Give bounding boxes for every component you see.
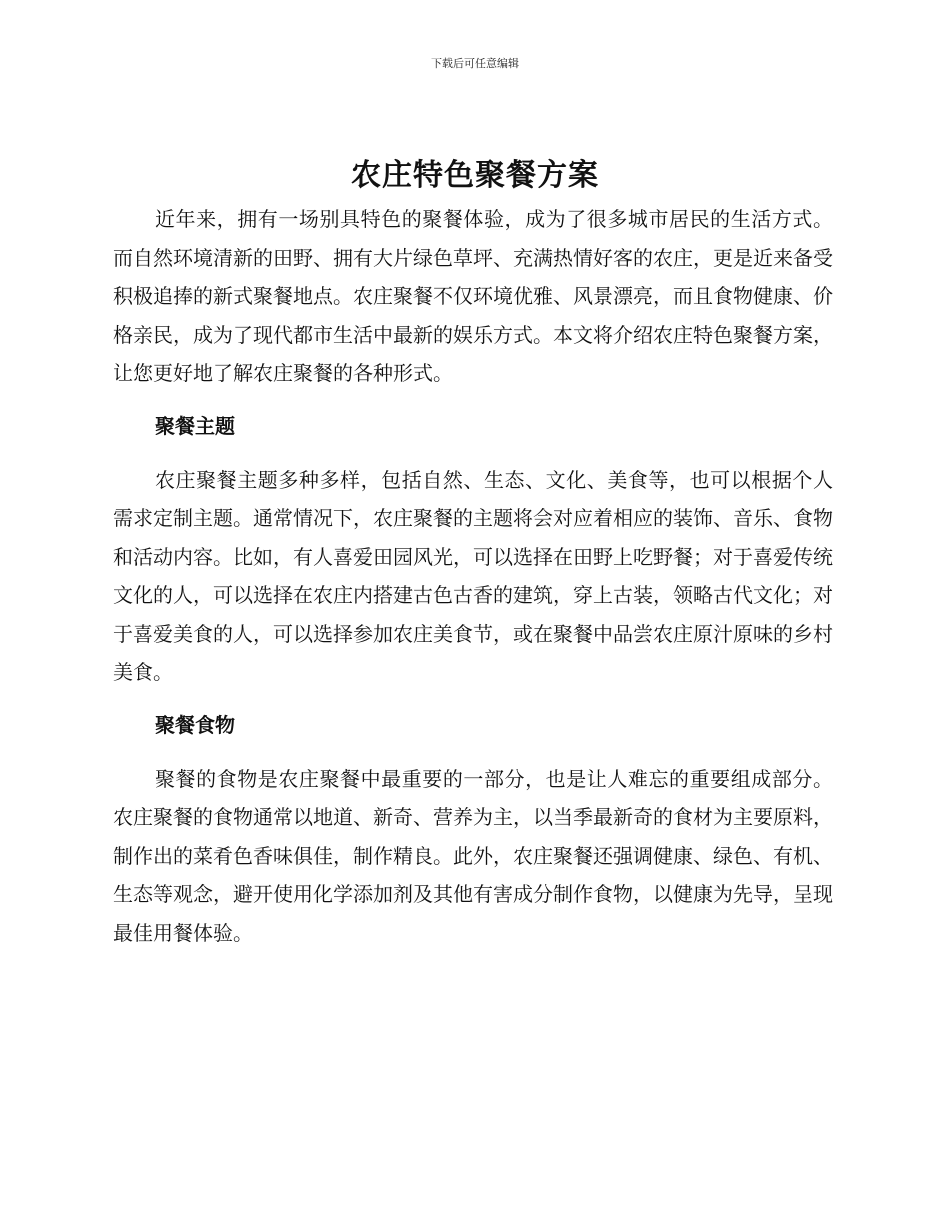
section-heading-food: 聚餐食物	[155, 712, 235, 737]
intro-paragraph: 近年来，拥有一场别具特色的聚餐体验，成为了很多城市居民的生活方式。而自然环境清新的田野、拥有大片绿色草坪、充满热情好客的农庄，更是近来备受积极追捧的新式聚餐地点。农庄聚餐不仅环境优雅、风景漂亮，而且食物健康、价格亲民，成为了现代都市生活中最新的娱乐方式。本文将介绍农庄特色聚餐方案，让您更好地了解农庄聚餐的各种形式。	[113, 207, 833, 385]
document-title: 农庄特色聚餐方案	[351, 158, 599, 193]
section-paragraph-food: 聚餐的食物是农庄聚餐中最重要的一部分，也是让人难忘的重要组成部分。农庄聚餐的食物通常以地道、新奇、营养为主，以当季最新奇的食材为主要原料，制作出的菜肴色香味俱佳，制作精良。此外，农庄聚餐还强调健康、绿色、有机、生态等观念，避开使用化学添加剂及其他有害成分制作食物，以健康为先导，呈现最佳用餐体验。	[113, 766, 833, 945]
section-heading-theme: 聚餐主题	[155, 413, 235, 438]
page-header-note: 下载后可任意编辑	[431, 57, 519, 70]
document-body	[113, 200, 833, 952]
section-paragraph-theme: 农庄聚餐主题多种多样，包括自然、生态、文化、美食等，也可以根据个人需求定制主题。通常情况下，农庄聚餐的主题将会对应着相应的装饰、音乐、食物和活动内容。比如，有人喜爱田园风光，可以选择在田野上吃野餐；对于喜爱传统文化的人，可以选择在农庄内搭建古色古香的建筑，穿上古装，领略古代文化；对于喜爱美食的人，可以选择参加农庄美食节，或在聚餐中品尝农庄原汁原味的乡村美食。	[113, 467, 833, 684]
